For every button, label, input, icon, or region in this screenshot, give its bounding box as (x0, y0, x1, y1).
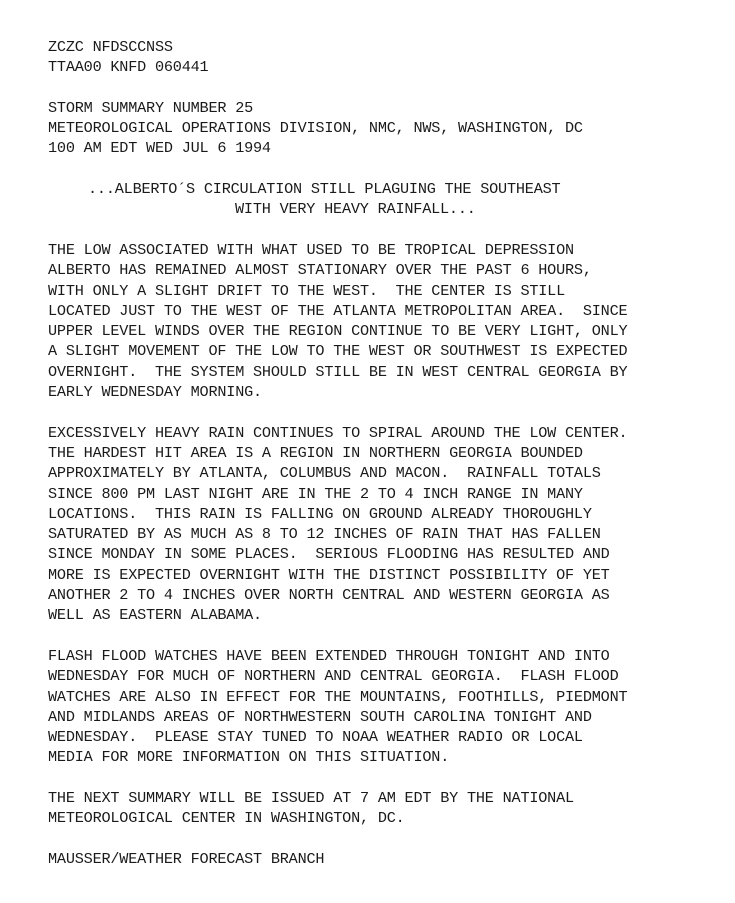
spacer (48, 768, 728, 788)
text-line: WITH ONLY A SLIGHT DRIFT TO THE WEST. THE CENTER IS STILL (48, 281, 566, 300)
text-line: EARLY WEDNESDAY MORNING. (48, 383, 262, 402)
paragraph-1 (48, 240, 728, 402)
wmo-header (48, 37, 728, 78)
spacer (48, 220, 728, 240)
text-line: ANOTHER 2 TO 4 INCHES OVER NORTH CENTRAL AND WESTERN GEORGIA AS (48, 586, 610, 605)
text-line: WEDNESDAY FOR MUCH OF NORTHERN AND CENTRAL GEORGIA. FLASH FLOOD (48, 667, 619, 686)
spacer (48, 78, 728, 98)
spacer (48, 402, 728, 422)
header-line-2: TTAA00 KNFD 060441 (48, 58, 209, 77)
text-line: MEDIA FOR MORE INFORMATION ON THIS SITUATION. (48, 748, 450, 767)
text-line: THE LOW ASSOCIATED WITH WHAT USED TO BE TROPICAL DEPRESSION (48, 240, 574, 259)
paragraph-4 (48, 788, 728, 829)
text-line: METEOROLOGICAL CENTER IN WASHINGTON, DC. (48, 809, 405, 828)
text-line: ALBERTO HAS REMAINED ALMOST STATIONARY OVER THE PAST 6 HOURS, (48, 261, 592, 280)
text-line: LOCATED JUST TO THE WEST OF THE ATLANTA METROPOLITAN AREA. SINCE (48, 301, 628, 320)
bulletin-document (48, 37, 728, 869)
text-line: SATURATED BY AS MUCH AS 8 TO 12 INCHES OF RAIN THAT HAS FALLEN (48, 525, 601, 544)
text-line: WELL AS EASTERN ALABAMA. (48, 606, 262, 625)
text-line: SINCE MONDAY IN SOME PLACES. SERIOUS FLOODING HAS RESULTED AND (48, 545, 610, 564)
summary-info (48, 98, 728, 159)
text-line: SINCE 800 PM LAST NIGHT ARE IN THE 2 TO 4 INCH RANGE IN MANY (48, 484, 583, 503)
text-line: UPPER LEVEL WINDS OVER THE REGION CONTINUE TO BE VERY LIGHT, ONLY (48, 322, 628, 341)
summary-number: STORM SUMMARY NUMBER 25 (48, 98, 254, 117)
text-line: FLASH FLOOD WATCHES HAVE BEEN EXTENDED THROUGH TONIGHT AND INTO (48, 646, 610, 665)
spacer (48, 626, 728, 646)
headline-line-1: ...ALBERTO´S CIRCULATION STILL PLAGUING THE SOUTHEAST (88, 180, 561, 199)
text-line: OVERNIGHT. THE SYSTEM SHOULD STILL BE IN WEST CENTRAL GEORGIA BY (48, 362, 628, 381)
issue-time: 100 AM EDT WED JUL 6 1994 (48, 139, 271, 158)
text-line: WEDNESDAY. PLEASE STAY TUNED TO NOAA WEATHER RADIO OR LOCAL (48, 728, 583, 747)
text-line: THE NEXT SUMMARY WILL BE ISSUED AT 7 AM EDT BY THE NATIONAL (48, 788, 574, 807)
text-line: EXCESSIVELY HEAVY RAIN CONTINUES TO SPIRAL AROUND THE LOW CENTER. (48, 423, 628, 442)
paragraph-3 (48, 646, 728, 768)
text-line: AND MIDLANDS AREAS OF NORTHWESTERN SOUTH CAROLINA TONIGHT AND (48, 707, 592, 726)
text-line: THE HARDEST HIT AREA IS A REGION IN NORTHERN GEORGIA BOUNDED (48, 443, 583, 462)
text-line: MORE IS EXPECTED OVERNIGHT WITH THE DISTINCT POSSIBILITY OF YET (48, 565, 610, 584)
spacer (48, 159, 728, 179)
header-line-1: ZCZC NFDSCCNSS (48, 38, 173, 56)
text-line: APPROXIMATELY BY ATLANTA, COLUMBUS AND MACON. RAINFALL TOTALS (48, 464, 601, 483)
signature: MAUSSER/WEATHER FORECAST BRANCH (48, 849, 325, 868)
text-line: A SLIGHT MOVEMENT OF THE LOW TO THE WEST OR SOUTHWEST IS EXPECTED (48, 342, 628, 361)
headline (48, 179, 728, 220)
headline-line-2: WITH VERY HEAVY RAINFALL... (235, 200, 476, 219)
text-line: WATCHES ARE ALSO IN EFFECT FOR THE MOUNTAINS, FOOTHILLS, PIEDMONT (48, 687, 628, 706)
paragraph-2 (48, 423, 728, 626)
issuing-office: METEOROLOGICAL OPERATIONS DIVISION, NMC, NWS, WASHINGTON, DC (48, 119, 583, 138)
spacer (48, 829, 728, 849)
text-line: LOCATIONS. THIS RAIN IS FALLING ON GROUND ALREADY THOROUGHLY (48, 504, 592, 523)
